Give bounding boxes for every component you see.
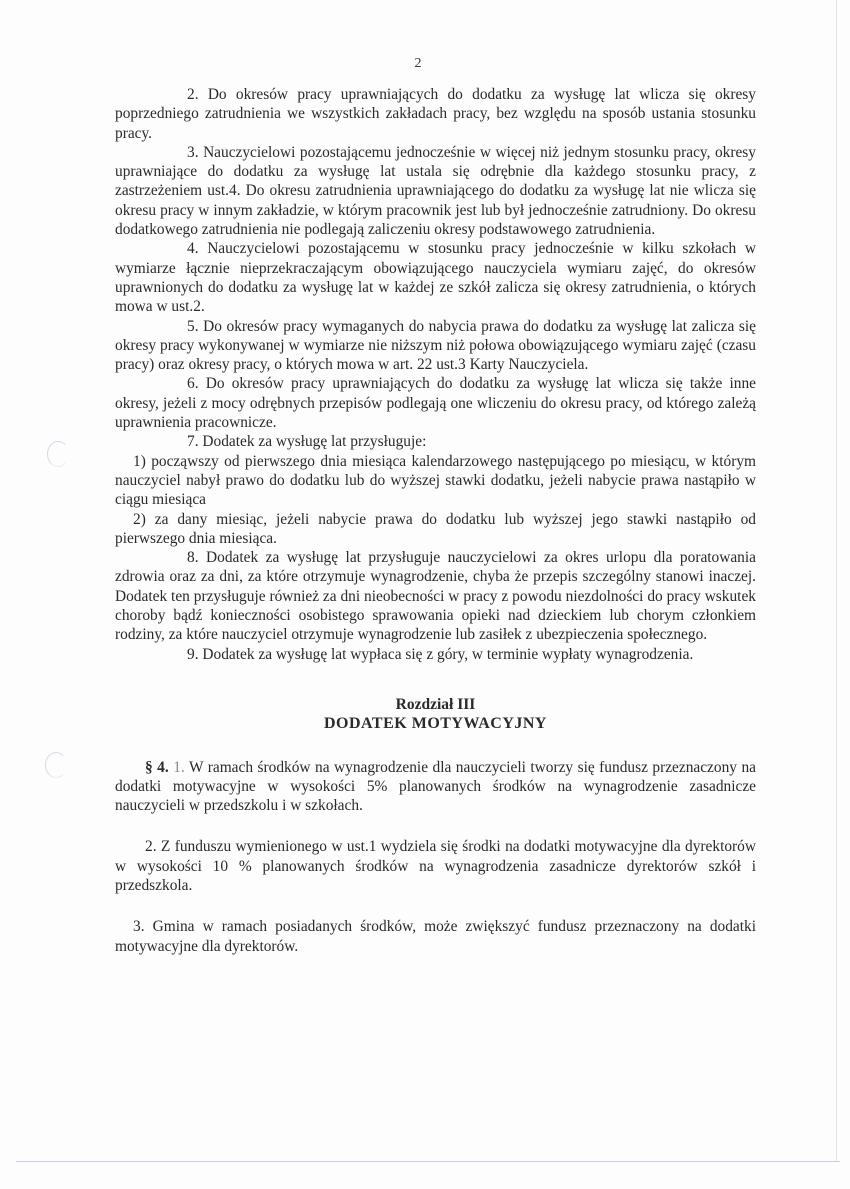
paragraph-6: 6. Do okresów pracy uprawniających do dodatku za wysługę lat wlicza się także inne okresy, jeżeli z mocy odrębnych przepisów podlegają one wliczeniu do okresu pracy, od którego zależą uprawnienia pracownicze. (115, 375, 756, 432)
paragraph-2: 2. Do okresów pracy uprawniających do dodatku za wysługę lat wlicza się okresy poprzedniego zatrudnienia we wszystkich zakładach pracy, bez względu na sposób ustania stosunku pracy. (115, 86, 756, 142)
paragraph-9: 9. Dodatek za wysługę lat wypłaca się z góry, w terminie wypłaty wynagrodzenia. (187, 645, 694, 663)
section-4-point-2: 2. Z funduszu wymienionego w ust.1 wydziela się środki na dodatki motywacyjne dla dyrektorów w wysokości 10 % planowanych środków na wynagrodzenia zasadnicze dyrektorów szkół i przedszkola. (115, 838, 756, 894)
scan-page-edge-bottom (16, 1161, 840, 1162)
paragraph-5: 5. Do okresów pracy wymaganych do nabycia prawa do dodatku za wysługę lat zalicza się okresy pracy wykonywanej w wymiarze nie niższym niż połowa obowiązującego wymiaru zajęć (czasu pracy) oraz okresy pracy, o których mowa w art. 22 ust.3 Karty Nauczyciela. (115, 317, 756, 374)
paragraph-7-point-1: 1) począwszy od pierwszego dnia miesiąca kalendarzowego następującego po miesiącu, w którym nauczyciel nabył prawo do dodatku lub do wyższej stawki dodatku, jeżeli nabycie prawa nastąpiło w ciągu miesiąca (115, 452, 756, 509)
punch-hole-mark (47, 441, 69, 467)
section-4-point-1 (115, 758, 756, 816)
section-subpoint-number: 1. (173, 758, 185, 776)
paragraph-4: 4. Nauczycielowi pozostającemu w stosunku pracy jednocześnie w kilku szkołach w wymiarze łącznie nieprzekraczającym obowiązującego nauczyciela wymiaru zajęć, do okresów uprawnionych do dodatku za wysługę lat w każdej ze szkół zalicza się okresy zatrudnienia, o których mowa w ust.2. (115, 240, 756, 316)
chapter-number: Rozdział III (395, 695, 476, 713)
section-mark: § 4. (145, 758, 169, 776)
scan-page-edge-right (836, 0, 837, 1162)
chapter-title: DODATEK MOTYWACYJNY (324, 715, 547, 733)
page-number: 2 (414, 56, 422, 71)
section-4-point-3: 3. Gmina w ramach posiadanych środków, może zwiększyć fundusz przeznaczony na dodatki motywacyjne dla dyrektorów. (115, 918, 756, 955)
document-body (115, 85, 756, 956)
paragraph-8: 8. Dodatek za wysługę lat przysługuje nauczycielowi za okres urlopu dla poratowania zdrowia oraz za dni, za które otrzymuje wynagrodzenie, chyba że przepis szczególny stanowi inaczej. Dodatek ten przysługuje również za dni nieobecności w pracy z powodu niezdolności do pracy wskutek choroby bądź konieczności osobistego sprawowania opieki nad dzieckiem lub chorym członkiem rodziny, za które nauczyciel otrzymuje wynagrodzenie lub zasiłek z ubezpieczenia społecznego. (115, 549, 756, 644)
section-4-point-1-text: W ramach środków na wynagrodzenie dla nauczycieli tworzy się fundusz przeznaczony na dodatki motywacyjne w wysokości 5% planowanych środków na wynagrodzenie zasadnicze nauczycieli w przedszkolu i w szkołach. (115, 758, 756, 815)
paragraph-7: 7. Dodatek za wysługę lat przysługuje: (187, 433, 427, 451)
paragraph-7-point-2: 2) za dany miesiąc, jeżeli nabycie prawa do dodatku lub wyższej jego stawki nastąpiło od pierwszego dnia miesiąca. (115, 510, 756, 547)
paragraph-3: 3. Nauczycielowi pozostającemu jednocześnie w więcej niż jednym stosunku pracy, okresy uprawniające do dodatku za wysługę lat ustala się odrębnie dla każdego stosunku pracy, z zastrzeżeniem ust.4. Do okresu zatrudnienia uprawniającego do dodatku za wysługę lat nie wlicza się okresu pracy w innym zakładzie, w którym pracownik jest lub był jednocześnie zatrudniony. Do okresu dodatkowego zatrudnienia nie podlegają zaliczeniu okresy podstawowego zatrudnienia. (115, 143, 756, 239)
punch-hole-mark (45, 752, 67, 778)
